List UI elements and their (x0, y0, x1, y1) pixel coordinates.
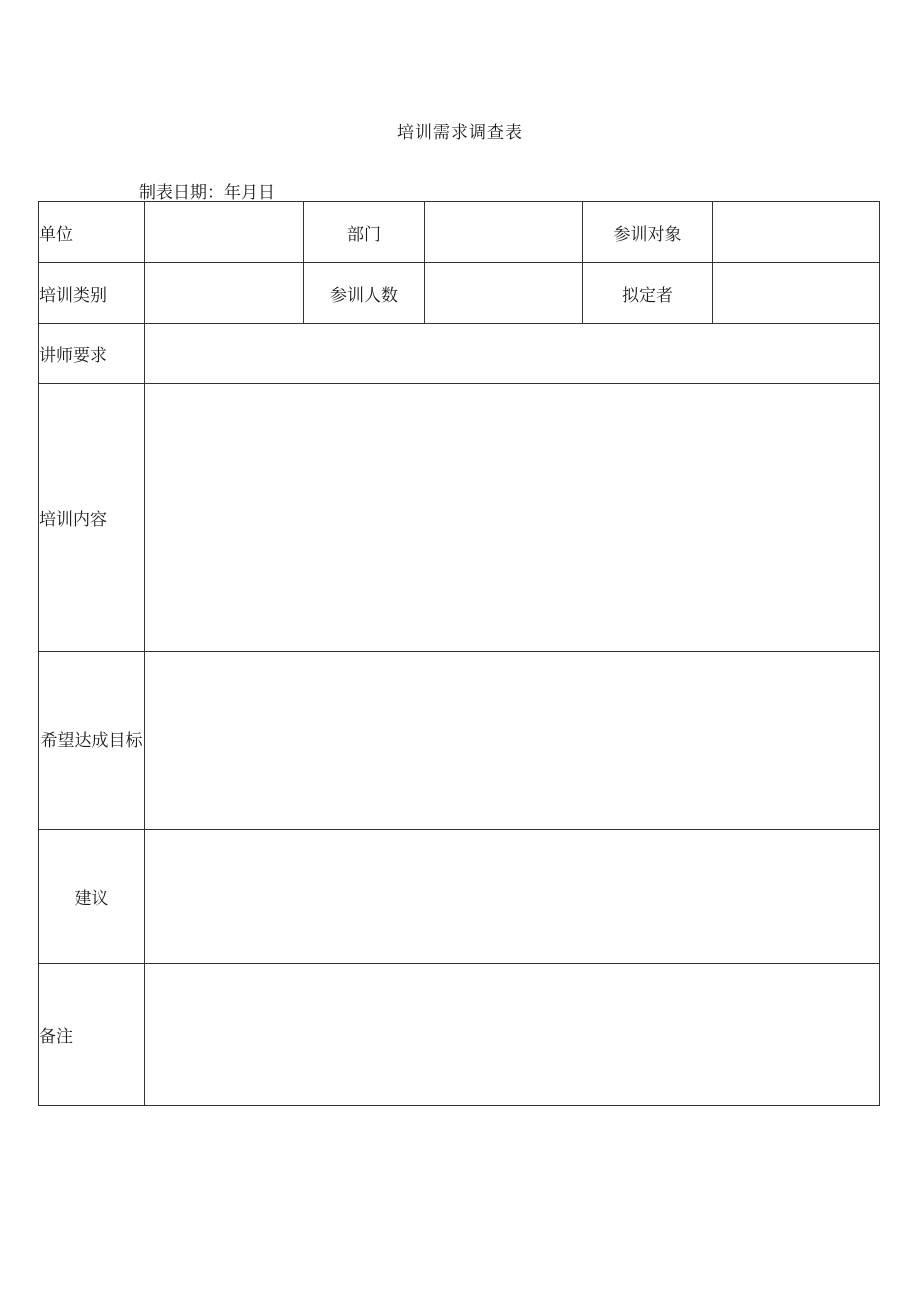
training-type-label: 培训类别 (39, 263, 145, 324)
row-suggestions (39, 830, 880, 964)
row-expected-goals (39, 652, 880, 830)
remarks-field[interactable] (145, 964, 880, 1106)
expected-goals-field[interactable] (145, 652, 880, 830)
training-content-field[interactable] (145, 384, 880, 652)
training-content-label: 培训内容 (39, 384, 145, 652)
row-training-content (39, 384, 880, 652)
department-field[interactable] (425, 202, 583, 263)
drafter-label: 拟定者 (583, 263, 713, 324)
row-remarks (39, 964, 880, 1106)
department-label: 部门 (304, 202, 425, 263)
instructor-requirements-field[interactable] (145, 324, 880, 384)
unit-label: 单位 (39, 202, 145, 263)
training-type-field[interactable] (145, 263, 304, 324)
date-line: 制表日期：年月日 (139, 183, 275, 203)
participant-count-field[interactable] (425, 263, 583, 324)
remarks-label: 备注 (39, 964, 145, 1106)
expected-goals-label: 希望达成目标 (39, 652, 145, 830)
row-unit (39, 202, 880, 263)
training-needs-form (38, 201, 880, 1106)
row-instructor-requirements (39, 324, 880, 384)
participant-count-label: 参训人数 (304, 263, 425, 324)
drafter-field[interactable] (713, 263, 880, 324)
participants-target-field[interactable] (713, 202, 880, 263)
page-title: 培训需求调查表 (397, 123, 523, 143)
unit-field[interactable] (145, 202, 304, 263)
instructor-requirements-label: 讲师要求 (39, 324, 145, 384)
row-training-type (39, 263, 880, 324)
participants-target-label: 参训对象 (583, 202, 713, 263)
suggestions-field[interactable] (145, 830, 880, 964)
suggestions-label: 建议 (39, 830, 145, 964)
